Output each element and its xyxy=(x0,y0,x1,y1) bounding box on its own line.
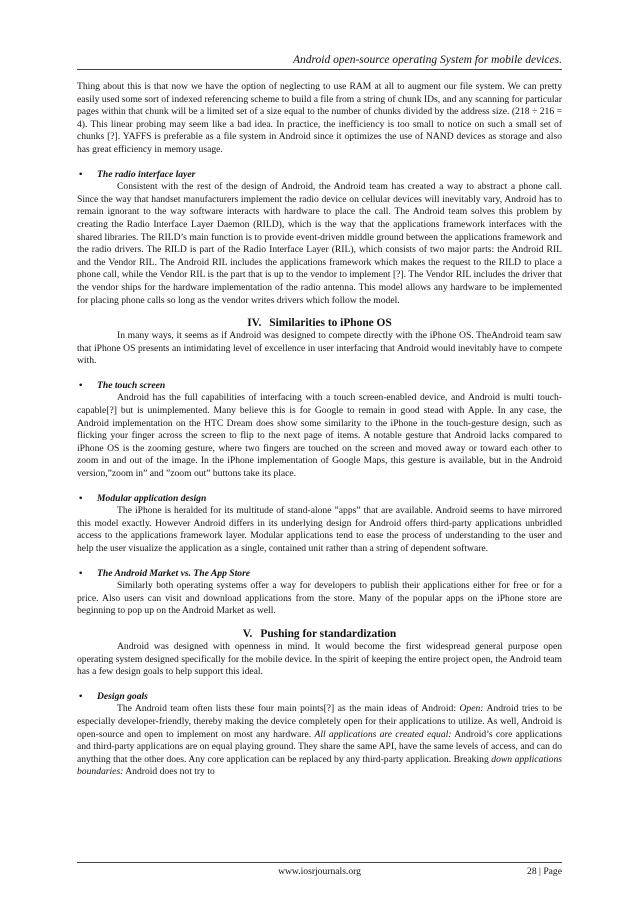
radio-paragraph: Consistent with the rest of the design of Android, the Android team has created a way to abstract a phone call. Since the way that handset manufacturers implement the radio device on cellular devices will inevitably vary, Android has to remain ignorant to the way software interacts with hardware to place the call. The Android team solves this problem by creating the Radio Interface Layer Daemon (RILD), which is the way that the applications framework interfaces with the shared libraries. The RILD’s main function is to provide event-driven middle ground between the applications framework and the radio drivers. The RILD is part of the Radio Interface Layer (RIL), which consists of two major parts: the Android RIL and the Vendor RIL. The Android RIL includes the applications framework which makes the request to the RILD to place a phone call, while the Vendor RIL is the part that is up to the vendor to implement [?]. The Vendor RIL includes the driver that the vendor ships for the hardware implementation of the radio antenna. This model allows any hardware to be implemented for placing phone calls so long as the vendor writes drivers which follow the model. xyxy=(77,181,562,306)
bullet-icon: • xyxy=(79,690,83,702)
bullet-icon: • xyxy=(79,168,83,180)
bullet-icon: • xyxy=(79,492,83,504)
bullet-radio-interface: • The radio interface layer xyxy=(79,168,196,180)
section4-intro: In many ways, it seems as if Android was designed to compete directly with the iPhone OS. TheAndroid team saw that iPhone OS presents an intimidating level of excellence in user interfacing that Android would inevitably have to compete with. xyxy=(77,330,562,367)
intro-paragraph: Thing about this is that now we have the option of neglecting to use RAM at all to augment our file system. We can pretty easily used some sort of indexed referencing scheme to build a file from a string of chunk IDs, and any scanning for particular pages within that chunk will be a limited set of a size equal to the number of chunks divided by the address size. (218 ÷ 216 = 4). This linear probing may seem like a bad idea. In practice, the inefficiency is too small to notice on such a small set of chunks [?]. YAFFS is preferable as a file system in Android since it optimizes the use of NAND devices as storage and also has great efficiency in memory usage. xyxy=(77,81,562,155)
page xyxy=(77,54,562,779)
page-number: 28 | Page xyxy=(527,866,562,877)
bullet-touch-screen: • The touch screen xyxy=(79,379,166,391)
bullet-icon: • xyxy=(79,379,83,391)
bullet-icon: • xyxy=(79,567,83,579)
running-header: Android open-source operating System for mobile devices. xyxy=(77,54,562,70)
bullet-modular-design: • Modular application design xyxy=(79,492,207,504)
modular-paragraph: The iPhone is heralded for its multitude of stand-alone ”apps” that are available. Android seems to have mirrored this model exactly. However Android differs in its underlying design for Android offers third-party applications unbridled access to the applications framework layer. Modular applications tend to ease the process of understanding to the user and help the user visualize the application as a single, contained unit rather than a string of dependent software. xyxy=(77,505,562,554)
section-heading-5: V. Pushing for standardization xyxy=(242,627,397,640)
section-heading-4: IV. Similarities to iPhone OS xyxy=(247,317,392,330)
page-footer xyxy=(77,862,562,877)
section5-intro: Android was designed with openness in mind. It would become the first widespread general purpose open operating system designed specifically for the mobile device. In the spirit of keeping the entire project open, the Android team has a few design goals to help support this ideal. xyxy=(77,640,562,678)
touch-paragraph: Android has the full capabilities of interfacing with a touch screen-enabled device, and Android is multi touch-capable[?] but is unimplemented. Many believe this is for Google to remain in good stead with Apple. In any case, the Android implementation on the HTC Dream does show some similarity to the iPhone in the touch-gesture design, such as flicking your finger across the screen to flip to the next page of items. A notable gesture that Android lacks compared to iPhone OS is the zooming gesture, where two fingers are touched on the screen and moved away or toward each other to zoom in and out of the image. In the iPhone implementation of Google Maps, this gesture is available, but in the Android version,”zoom in” and ”zoom out” buttons take its place. xyxy=(77,392,562,480)
bullet-android-market: • The Android Market vs. The App Store xyxy=(79,567,251,579)
goals-paragraph: The Android team often lists these four main points[?] as the main ideas of Android: Open: Android tries to be especially developer-friendly, thereby making the device completely open for their applications to utilize. As well, Android is open-source and open to implement on most any hardware. All applications are created equal: Android’s core applications and third-party applications are on equal playing ground. They share the same API, have the same levels of access, and can do anything that the other does. Any core application can be replaced by any third-party application. Breaking down applications boundaries: Android does not try to xyxy=(77,703,563,778)
footer-site-link[interactable]: www.iosrjournals.org xyxy=(278,866,361,877)
market-paragraph: Similarly both operating systems offer a way for developers to publish their applications either for free or for a price. Also users can visit and download applications from the store. Many of the popular apps on the iPhone store are beginning to pop up on the Android Market as well. xyxy=(77,580,562,617)
bullet-design-goals: • Design goals xyxy=(79,690,148,702)
